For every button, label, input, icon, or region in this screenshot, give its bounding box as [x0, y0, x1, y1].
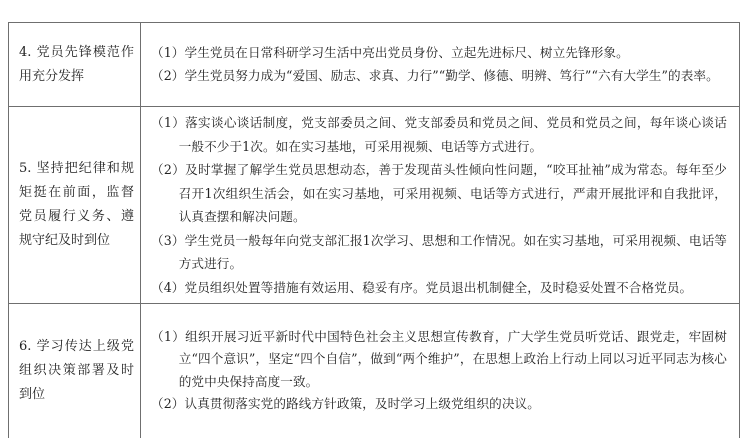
- row-content: [141, 107, 740, 304]
- row-content: [141, 23, 740, 107]
- list-item: （2）学生党员努力成为“爱国、励志、求真、力行”“勤学、修德、明辨、笃行”“六有大学生”的表率。: [151, 67, 719, 83]
- table-row: [9, 107, 740, 304]
- list-item: （1）组织开展习近平新时代中国特色社会主义思想宣传教育，广大学生党员听党话、跟党走，牢固树立“四个意识”，坚定“四个自信”，做到“两个维护”，在思想上政治上行动上同以习近平同志为核心的党中央保持高度一致。: [151, 328, 727, 389]
- list-item: （2）及时掌握了解学生党员思想动态，善于发现苗头性倾向性问题，“咬耳扯袖”成为常态。每年至少召开1次组织生活会，如在实习基地，可采用视频、电话等方式进行，严肃开展批评和自我批评，认真查摆和解决问题。: [151, 162, 727, 224]
- row-content: [141, 304, 740, 438]
- table-row: [9, 304, 740, 438]
- criteria-table: [8, 22, 740, 438]
- list-item: （1）落实谈心谈话制度，党支部委员之间、党支部委员和党员之间、党员和党员之间，每年谈心谈话一般不少于1次。如在实习基地，可采用视频、电话等方式进行。: [151, 115, 727, 154]
- list-item: （1）学生党员在日常科研学习生活中亮出党员身份、立起先进标尺、树立先锋形象。: [151, 45, 629, 60]
- list-item: （4）党员组织处置等措施有效运用、稳妥有序。党员退出机制健全，及时稳妥处置不合格党员。: [151, 279, 693, 295]
- row-heading: 4. 党员先锋模范作用充分发挥: [9, 23, 141, 107]
- row-heading: 5. 坚持把纪律和规矩挺在前面，监督党员履行义务、遵规守纪及时到位: [9, 107, 141, 304]
- row-heading: 6. 学习传达上级党组织决策部署及时到位: [9, 304, 141, 438]
- list-item: （2）认真贯彻落实党的路线方针政策，及时学习上级党组织的决议。: [151, 396, 540, 412]
- list-item: （3）学生党员一般每年向党支部汇报1次学习、思想和工作情况。如在实习基地，可采用视频、电话等方式进行。: [151, 232, 727, 271]
- table-row: [9, 23, 740, 107]
